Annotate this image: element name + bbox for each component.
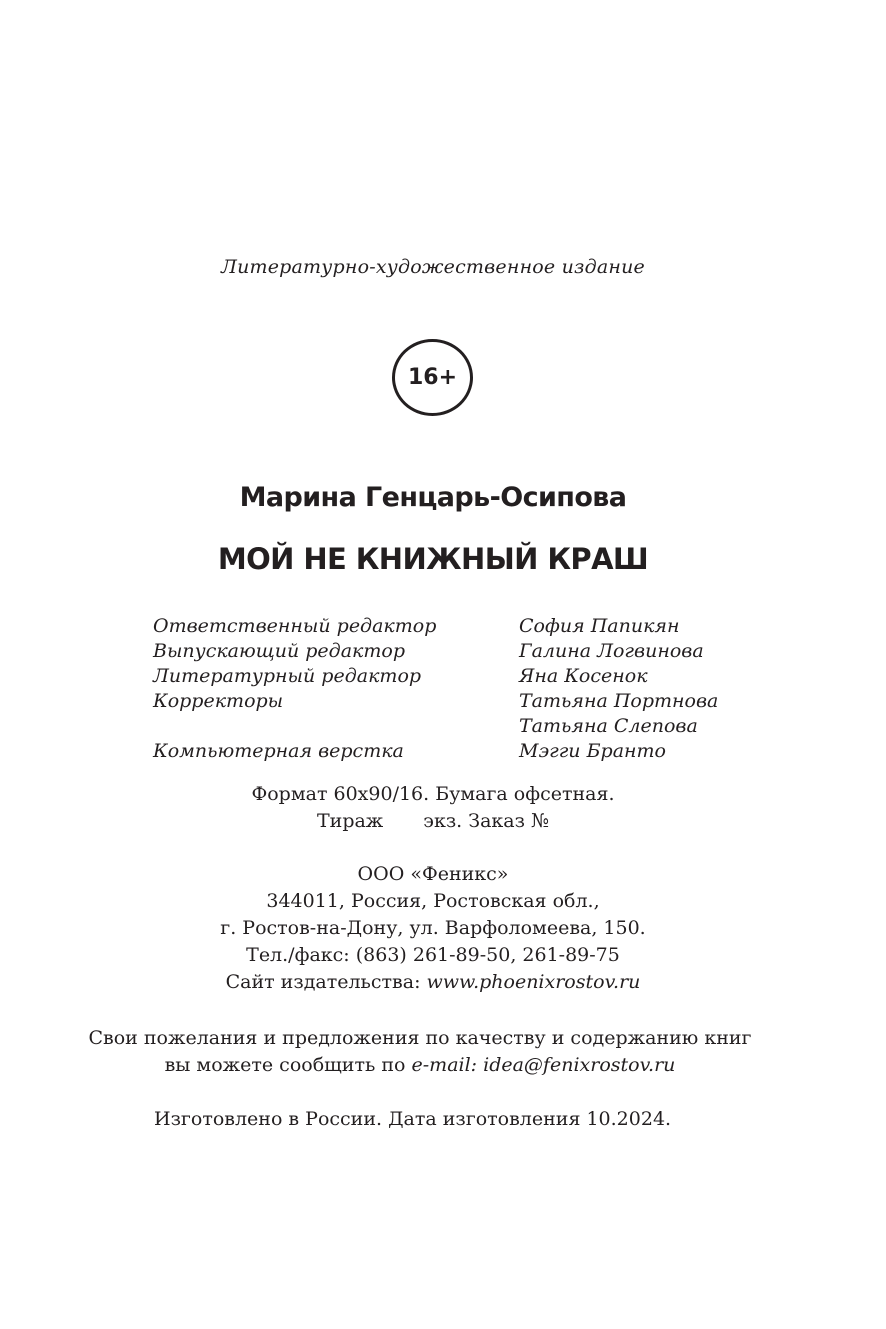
credit-name: Татьяна Слепова (519, 715, 698, 737)
publisher-name: ООО «Феникс» (357, 863, 509, 885)
credit-name: Галина Логвинова (519, 640, 704, 662)
credit-row (153, 639, 753, 664)
publisher-address-line2: г. Ростов-на-Дону, ул. Варфоломеева, 150. (220, 917, 646, 939)
publisher-address-line1: 344011, Россия, Ростовская обл., (266, 890, 600, 912)
print-format: Формат 60х90/16. Бумага офсетная. (251, 783, 615, 805)
manufacture-note: Изготовлено в России. Дата изготовления 10.2024. (154, 1108, 672, 1130)
genre-label: Литературно-художественное издание (221, 256, 645, 278)
feedback-line2 (0, 1052, 840, 1079)
credit-name: Яна Косенок (519, 665, 648, 687)
print-run-order: экз. Заказ № (423, 810, 550, 832)
publisher-info (0, 861, 866, 996)
print-run-label: Тираж (316, 810, 384, 832)
credit-role: Ответственный редактор (153, 615, 437, 637)
credit-name: Татьяна Портнова (519, 690, 719, 712)
credit-name: София Папикян (519, 615, 680, 637)
publisher-site-link[interactable]: www.phoenixrostov.ru (426, 971, 641, 993)
credit-row (153, 664, 753, 689)
publisher-site (0, 969, 866, 996)
credit-row (153, 689, 753, 714)
age-rating-badge (392, 339, 473, 416)
book-title: МОЙ НЕ КНИЖНЫЙ КРАШ (217, 542, 649, 576)
feedback-note (0, 1025, 840, 1079)
credit-name: Мэгги Бранто (519, 740, 666, 762)
publisher-site-label: Сайт издательства: (225, 971, 421, 993)
credit-role: Литературный редактор (153, 665, 422, 687)
credit-role: Выпускающий редактор (153, 640, 406, 662)
author-name: Марина Генцарь-Осипова (239, 482, 627, 513)
credit-role: Корректоры (153, 690, 284, 712)
feedback-line1: Свои пожелания и предложения по качеству и содержанию книг (88, 1027, 752, 1049)
credit-row (153, 739, 753, 764)
credit-row (153, 714, 753, 739)
publisher-phone: Тел./факс: (863) 261-89-50, 261-89-75 (246, 944, 620, 966)
feedback-email-link[interactable]: e-mail: idea@fenixrostov.ru (411, 1054, 676, 1076)
age-rating-text: 16+ (407, 365, 458, 390)
print-run (0, 808, 866, 835)
feedback-prefix: вы можете сообщить по (164, 1054, 406, 1076)
credit-role: Компьютерная верстка (153, 740, 404, 762)
credit-row (153, 614, 753, 639)
credits-list (153, 614, 753, 764)
